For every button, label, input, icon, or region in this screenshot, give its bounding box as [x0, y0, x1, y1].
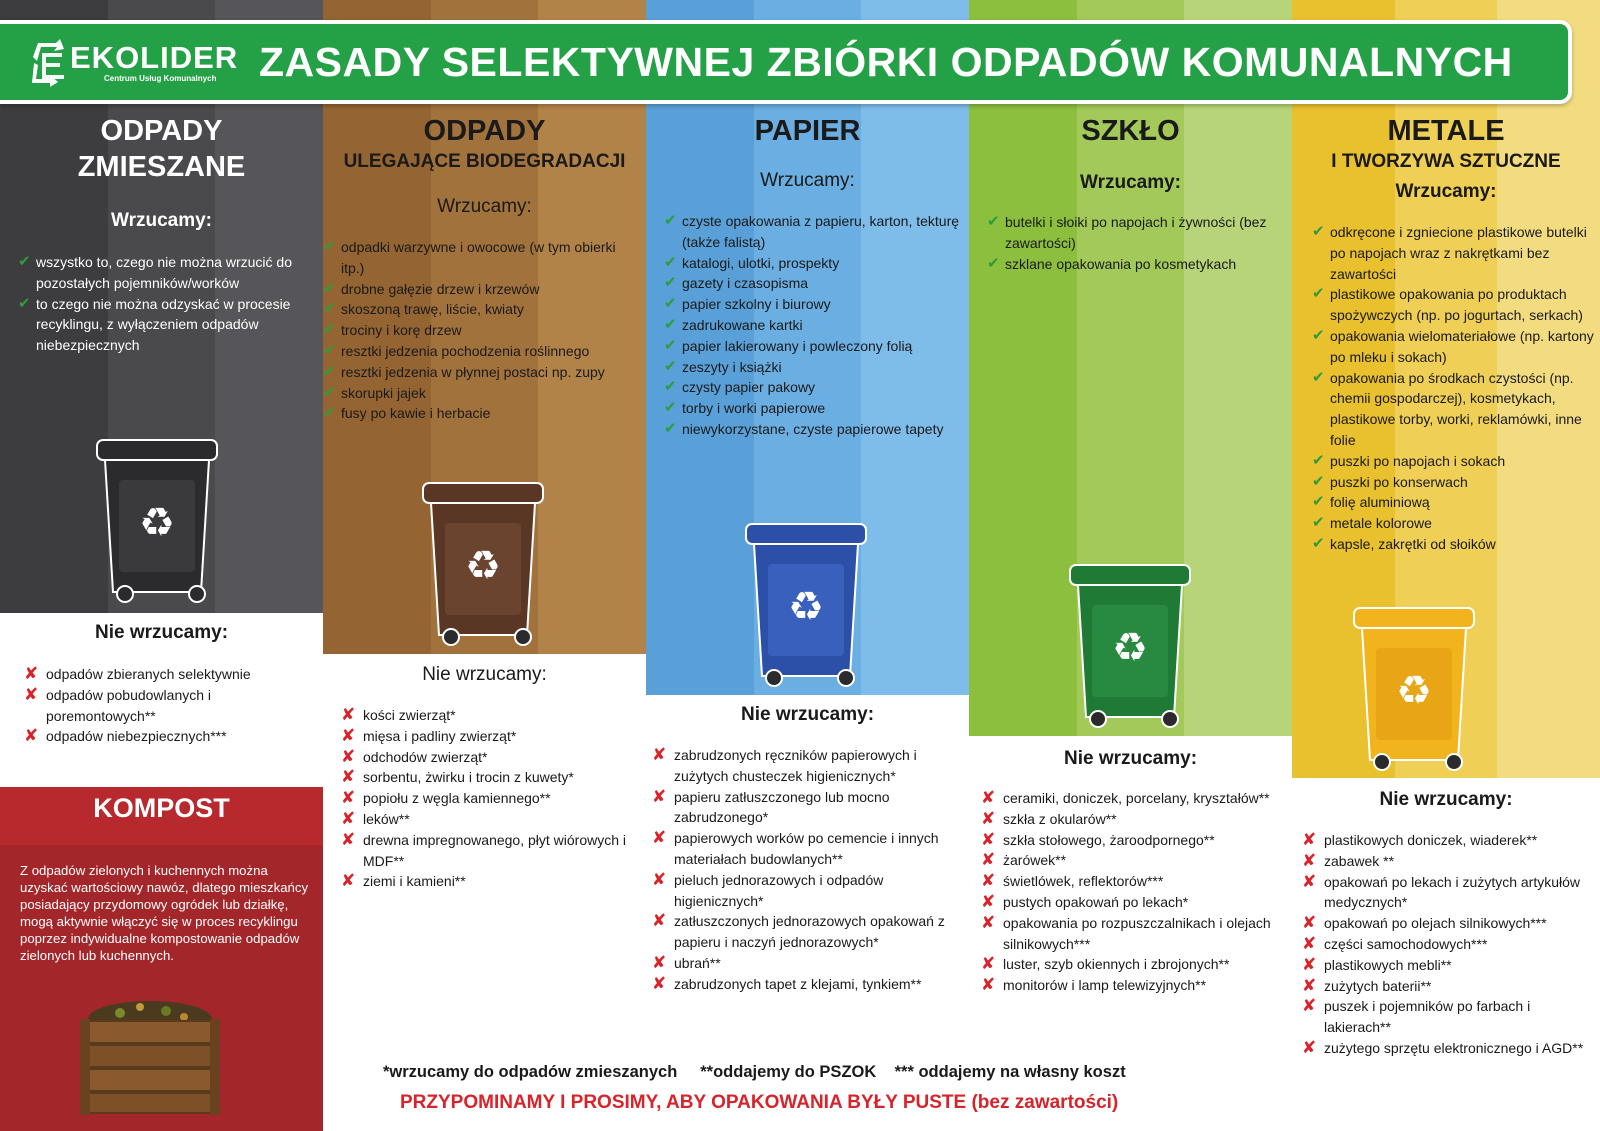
list-item: ✘ mięsa i padliny zwierząt* [343, 726, 633, 747]
list-item: ✔ puszki po napojach i sokach [1312, 451, 1594, 472]
compost-bin-icon [80, 991, 220, 1115]
kompost-title: KOMPOST [93, 793, 230, 823]
mixed-nie-label: Nie wrzucamy: [94, 622, 229, 643]
list-item: ✔ czyste opakowania z papieru, karton, tekturę (także falistą) [664, 211, 964, 253]
list-item: ✘ ceramiki, doniczek, porcelany, kryształów** [983, 788, 1283, 809]
list-item: ✘ świetlówek, reflektorów*** [983, 871, 1283, 892]
list-item: ✔ odkręcone i zgniecione plastikowe butelki po napojach wraz z nakrętkami bez zawartości [1312, 222, 1594, 284]
page-title: ZASADY SELEKTYWNEJ ZBIÓRKI ODPADÓW KOMUNALNYCH [259, 38, 1513, 85]
list-item: ✘ zużytego sprzętu elektronicznego i AGD** [1304, 1038, 1598, 1059]
metal-title-1: METALE [1387, 115, 1505, 147]
list-item: ✘ zabrudzonych ręczników papierowych i zużytych chusteczek higienicznych* [654, 745, 964, 787]
list-item: ✔ metale kolorowe [1312, 513, 1594, 534]
mixed-nie-list [26, 664, 296, 747]
list-item: ✔ butelki i słoiki po napojach i żywności (bez zawartości) [987, 212, 1267, 254]
metal-title-2: I TWORZYWA SZTUCZNE [1331, 151, 1561, 172]
list-item: ✔ wszystko to, czego nie można wrzucić do pozostałych pojemników/worków [18, 252, 293, 294]
list-item: ✔ skorupki jajek [323, 383, 623, 404]
list-item: ✘ popiołu z węgla kamiennego** [343, 788, 633, 809]
list-item: ✔ zeszyty i książki [664, 357, 964, 378]
metal-nie-label: Nie wrzucamy: [1379, 789, 1513, 810]
list-item: ✘ odchodów zwierząt* [343, 747, 633, 768]
list-item: ✔ opakowania wielomateriałowe (np. kartony po mleku i sokach) [1312, 326, 1594, 368]
list-item: ✘ monitorów i lamp telewizyjnych** [983, 975, 1283, 996]
logo-name: EKOLIDER [70, 39, 239, 75]
footer-legend: *wrzucamy do odpadów zmieszanych **oddajemy do PSZOK *** oddajemy na własny koszt [383, 1063, 1126, 1081]
bio-title-2: ULEGAJĄCE BIODEGRADACJI [343, 151, 626, 172]
list-item: ✘ opakowań po olejach silnikowych*** [1304, 913, 1598, 934]
list-item: ✘ plastikowych mebli** [1304, 955, 1598, 976]
list-item: ✘ zużytych baterii** [1304, 976, 1598, 997]
brown-bin-icon [419, 467, 547, 647]
list-item: ✘ zabawek ** [1304, 851, 1598, 872]
list-item: ✔ szklane opakowania po kosmetykach [987, 254, 1267, 275]
svg-text:♻: ♻ [1396, 668, 1432, 714]
mixed-title-1: ODPADY [100, 115, 223, 147]
list-item: ✔ resztki jedzenia pochodzenia roślinnego [323, 341, 623, 362]
list-item: ✔ gazety i czasopisma [664, 273, 964, 294]
footer-reminder: PRZYPOMINAMY I PROSIMY, ABY OPAKOWANIA BYŁY PUSTE (bez zawartości) [400, 1092, 1119, 1113]
list-item: ✔ skoszoną trawę, liście, kwiaty [323, 299, 623, 320]
svg-text:♻: ♻ [1112, 625, 1148, 671]
kompost-panel [0, 787, 323, 1131]
section-metal [1292, 0, 1600, 1131]
list-item: ✘ zatłuszczonych jednorazowych opakowań z papieru i naczyń jednorazowych* [654, 911, 964, 953]
list-item: ✔ fusy po kawie i herbacie [323, 403, 623, 424]
list-item: ✘ drewna impregnowanego, płyt wiórowych i MDF** [343, 830, 633, 872]
section-paper [646, 0, 969, 1131]
list-item: ✘ opakowań po lekach i zużytych artykułów medycznych* [1304, 872, 1598, 914]
list-item: ✔ resztki jedzenia w płynnej postaci np. zupy [323, 362, 623, 383]
section-glass [969, 0, 1292, 1131]
bio-wrzucamy-label: Wrzucamy: [437, 196, 532, 217]
svg-text:♻: ♻ [465, 543, 501, 589]
list-item: ✘ szkła stołowego, żaroodpornego** [983, 830, 1283, 851]
list-item: ✘ pieluch jednorazowych i odpadów higienicznych* [654, 870, 964, 912]
list-item: ✘ odpadów niebezpiecznych*** [26, 726, 296, 747]
section-bio [323, 0, 646, 1131]
svg-text:♻: ♻ [139, 500, 175, 546]
paper-nie-label: Nie wrzucamy: [740, 704, 875, 725]
list-item: ✔ papier szkolny i biurowy [664, 294, 964, 315]
mixed-title-2: ZMIESZANE [77, 151, 246, 183]
list-item: ✘ sorbentu, żwirku i trocin z kuwety* [343, 767, 633, 788]
bio-title-1: ODPADY [423, 115, 546, 147]
list-item: ✔ to czego nie można odzyskać w procesie recyklingu, z wyłączeniem odpadów niebezpiecznych [18, 294, 293, 356]
list-item: ✘ zabrudzonych tapet z klejami, tynkiem** [654, 974, 964, 995]
metal-wrzucamy-list [1312, 222, 1594, 555]
list-item: ✘ szkła z okularów** [983, 809, 1283, 830]
bio-wrzucamy-list [323, 237, 623, 424]
list-item: ✘ żarówek** [983, 850, 1283, 871]
list-item: ✔ folię aluminiową [1312, 492, 1594, 513]
paper-nie-list [654, 745, 964, 995]
metal-wrzucamy-label: Wrzucamy: [1395, 181, 1497, 202]
list-item: ✘ ziemi i kamieni** [343, 871, 633, 892]
bio-nie-list [343, 705, 633, 892]
paper-wrzucamy-list [664, 211, 964, 440]
list-item: ✔ niewykorzystane, czyste papierowe tapety [664, 419, 964, 440]
glass-nie-list [983, 788, 1283, 996]
yellow-bin-icon [1350, 592, 1478, 772]
bio-nie-label: Nie wrzucamy: [422, 664, 547, 685]
green-bin-icon [1066, 549, 1194, 729]
list-item: ✘ leków** [343, 809, 633, 830]
list-item: ✘ odpadów zbieranych selektywnie [26, 664, 296, 685]
black-bin-icon [93, 424, 221, 604]
glass-title: SZKŁO [1081, 115, 1180, 147]
kompost-text: Z odpadów zielonych i kuchennych można uzyskać wartościowy nawóz, dlatego mieszkańcy posiadający przydomowy ogródek lub działkę, mogą aktywnie włączyć się w proces recyklingu poprzez indywidualne kompostowanie odpadów zielonych lub kuchennych. [20, 863, 309, 963]
list-item: ✘ części samochodowych*** [1304, 934, 1598, 955]
list-item: ✔ drobne gałęzie drzew i krzewów [323, 279, 623, 300]
list-item: ✘ pustych opakowań po lekach* [983, 892, 1283, 913]
logo-subtitle: Centrum Usług Komunalnych [104, 73, 217, 83]
list-item: ✔ zadrukowane kartki [664, 315, 964, 336]
list-item: ✔ papier lakierowany i powleczony folią [664, 336, 964, 357]
paper-wrzucamy-label: Wrzucamy: [760, 170, 855, 191]
list-item: ✔ puszki po konserwach [1312, 472, 1594, 493]
svg-text:♻: ♻ [788, 584, 824, 630]
glass-wrzucamy-label: Wrzucamy: [1079, 172, 1181, 193]
list-item: ✘ odpadów pobudowlanych i poremontowych** [26, 685, 296, 727]
list-item: ✔ katalogi, ulotki, prospekty [664, 253, 964, 274]
list-item: ✘ kości zwierząt* [343, 705, 633, 726]
list-item: ✔ kapsle, zakrętki od słoików [1312, 534, 1594, 555]
glass-nie-label: Nie wrzucamy: [1063, 748, 1198, 769]
mixed-wrzucamy-label: Wrzucamy: [110, 210, 212, 231]
list-item: ✘ plastikowych doniczek, wiaderek** [1304, 830, 1598, 851]
list-item: ✔ trociny i korę drzew [323, 320, 623, 341]
list-item: ✘ papieru zatłuszczonego lub mocno zabrudzonego* [654, 787, 964, 829]
paper-title: PAPIER [754, 115, 861, 147]
list-item: ✔ plastikowe opakowania po produktach spożywczych (np. po jogurtach, serkach) [1312, 284, 1594, 326]
list-item: ✔ torby i worki papierowe [664, 398, 964, 419]
list-item: ✘ papierowych worków po cemencie i innych materiałach budowlanych** [654, 828, 964, 870]
mixed-wrzucamy-list [18, 252, 293, 356]
glass-wrzucamy-list [987, 212, 1267, 274]
list-item: ✘ opakowania po rozpuszczalnikach i olejach silnikowych*** [983, 913, 1283, 955]
list-item: ✘ puszek i pojemników po farbach i lakierach** [1304, 996, 1598, 1038]
list-item: ✔ czysty papier pakowy [664, 377, 964, 398]
list-item: ✔ odpadki warzywne i owocowe (w tym obierki itp.) [323, 237, 623, 279]
list-item: ✘ ubrań** [654, 953, 964, 974]
list-item: ✔ opakowania po środkach czystości (np. chemii gospodarczej), kosmetykach, plastikowe torby, worki, reklamówki, inne folie [1312, 368, 1594, 451]
list-item: ✘ luster, szyb okiennych i zbrojonych** [983, 954, 1283, 975]
metal-nie-list [1304, 830, 1598, 1059]
blue-bin-icon [742, 508, 870, 688]
section-mixed [0, 0, 323, 787]
